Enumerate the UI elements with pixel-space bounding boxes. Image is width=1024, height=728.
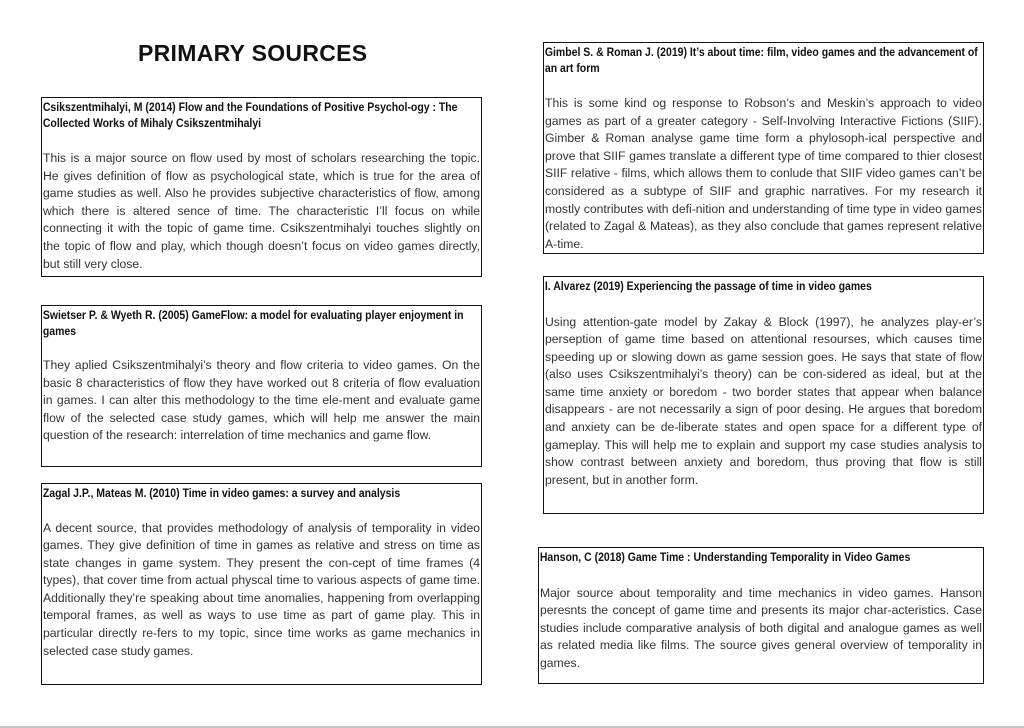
source-description: Using attention-gate model by Zakay & Block (1997), he analyzes play-er’s perseption of game time based on attentional resourses, which causes time speeding up or slowing down as game session goes. He says that state of flow (also uses Csikszentmihalyi’s theory) can be con-sidered as ideal, but at the same time anxiety or boredom - two border states that appear when balance disappears - are not necessarily a sign of poor desing. He argues that boredom and anxiety can be de-liberate states and open space for a different type of gameplay. This will help me to explain and support my case studies analysis to show contrast between anxiety and boredom, thus proving that flow is still present, but in another form. (545, 314, 982, 487)
source-heading: I. Alvarez (2019) Experiencing the passage of time in video games (544, 279, 872, 293)
source-description: Major source about temporality and time mechanics in video games. Hanson peresnts the concept of game time and presents its major char-acteristics. Case studies include comparative analysis of both digital and analogue games as well as related media like films. The source gives general overview of temporality in games. (540, 585, 982, 670)
source-heading: Gimbel S. & Roman J. (2019) It’s about time: film, video games and the advancement of an art form (544, 45, 978, 75)
source-description: A decent source, that provides methodology of analysis of temporality in video games. They give definition of time in games as relative and stress on time as state changes in game system. They present the con-cept of time frames (4 types), that cover time from actual physcal time to various aspects of game time. Additionally they’re speaking about time anomalies, happening from overlapping temporal frames, as well as ways to use time as part of game play. This in particular directly re-fers to my topic, since time works as game mechanics in selected case study games. (43, 520, 480, 658)
source-heading: Csikszentmihalyi, M (2014) Flow and the Foundations of Positive Psychol-ogy : The Collected Works of Mihaly Csikszentmihalyi (42, 100, 458, 130)
source-card-gameflow (41, 305, 482, 467)
source-heading: Zagal J.P., Mateas M. (2010) Time in video games: a survey and analysis (42, 486, 401, 500)
source-heading: Swietser P. & Wyeth R. (2005) GameFlow: a model for evaluating player enjoyment in games (42, 308, 464, 338)
source-card-alvarez (543, 276, 984, 514)
source-description: They aplied Csikszentmihalyi’s theory and flow criteria to video games. On the basic 8 characteristics of flow they have worked out 8 criteria of flow evaluation in games. I can alter this methodology to the time ele-ment and evaluate game flow of the selected case study games, which will help me answer the main question of the research: interrelation of time mechanics and game flow. (43, 358, 480, 443)
page-title: PRIMARY SOURCES (138, 40, 368, 66)
source-card-zagal-mateas (41, 483, 482, 685)
source-heading: Hanson, C (2018) Game Time : Understanding Temporality in Video Games (539, 550, 911, 564)
source-description: This is some kind og response to Robson’s and Meskin’s approach to video games as part of a greater category - Self-Involving Interactive Fictions (SIIF). Gimber & Roman analyse game time form a phylosoph-ical perspective and prove that SIIF games translate a different type of time compared to thier closest SIIF relative - films, which allows them to conlude that SIIF video games can’t be considered as a subtype of SIIF and graphic narratives. For my research it mostly contributes with defi-nition and understanding of time type in video games (related to Zagal & Mateas), as they also conclude that games represent relative A-time. (545, 96, 982, 251)
source-card-hanson (538, 547, 984, 684)
source-card-gimbel-roman (543, 42, 984, 254)
source-card-csikszentmihalyi (41, 97, 482, 277)
source-description: This is a major source on flow used by most of scholars researching the topic. He gives definition of flow as psychological state, which is true for the area of game studies as well. Also he provides subjective characteristics of flow, among which there is altered sence of time. The characteristic I’ll focus on while connecting it with the topic of game time. Csikszentmihalyi touches slightly on the topic of flow and play, which though doesn’t focus on video games directly, but still very close. (43, 151, 480, 271)
